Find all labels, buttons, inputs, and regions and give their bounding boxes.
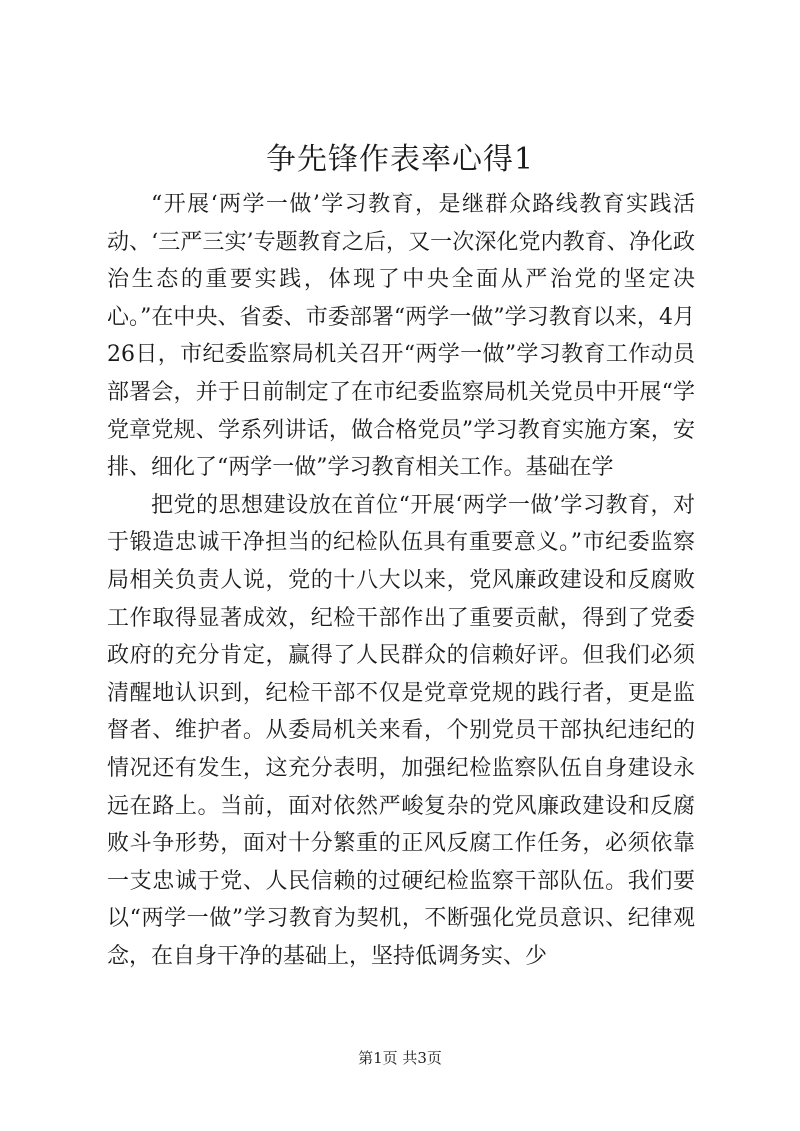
page-title: 争先锋作表率心得1	[265, 142, 535, 177]
document-body	[107, 186, 695, 975]
paragraph-2: 把党的思想建设放在首位“开展‘两学一做’学习教育，对于锻造忠诚干净担当的纪检队伍具有重要意义。”市纪委监察局相关负责人说，党的十八大以来，党风廉政建设和反腐败工作取得显著成效，纪检干部作出了重要贡献，得到了党委政府的充分肯定，赢得了人民群众的信赖好评。但我们必须清醒地认识到，纪检干部不仅是党章党规的践行者，更是监督者、维护者。从委局机关来看，个别党员干部执纪违纪的情况还有发生，这充分表明，加强纪检监察队伍自身建设永远在路上。当前，面对依然严峻复杂的党风廉政建设和反腐败斗争形势，面对十分繁重的正风反腐工作任务，必须依靠一支忠诚于党、人民信赖的过硬纪检监察干部队伍。我们要以“两学一做”学习教育为契机，不断强化党员意识、纪律观念，在自身干净的基础上，坚持低调务实、少	[107, 492, 695, 969]
paragraph-1: “开展‘两学一做’学习教育，是继群众路线教育实践活动、‘三严三实’专题教育之后，又一次深化党内教育、净化政治生态的重要实践，体现了中央全面从严治党的坚定决心。”在中央、省委、市委部署“两学一做”学习教育以来，4月26日，市纪委监察局机关召开“两学一做”学习教育工作动员部署会，并于日前制定了在市纪委监察局机关党员中开展“学党章党规、学系列讲话，做合格党员”学习教育实施方案，安排、细化了“两学一做”学习教育相关工作。基础在学	[107, 192, 695, 481]
page-number: 第1页 共3页	[358, 1049, 442, 1067]
